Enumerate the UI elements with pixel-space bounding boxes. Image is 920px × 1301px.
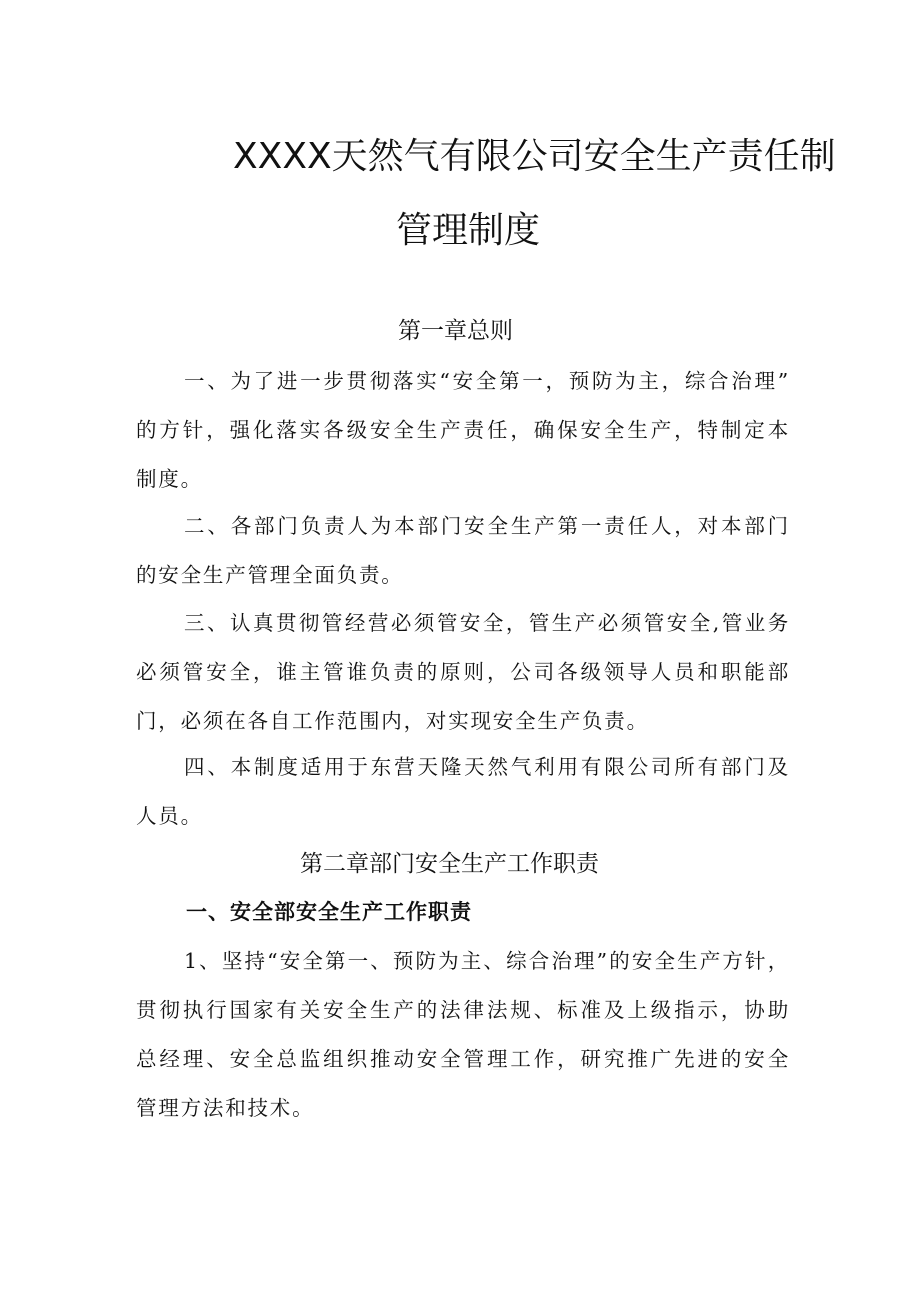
paragraph-line: 必须管安全，谁主管谁负责的原则，公司各级领导人员和职能部 <box>136 660 790 684</box>
section-1-paragraph-1 <box>136 937 790 1133</box>
paragraph-line: 人员。 <box>136 804 203 828</box>
paragraph-line: 总经理、安全总监组织推动安全管理工作，研究推广先进的安全 <box>136 1047 790 1071</box>
document-title-line-2: 管理制度 <box>396 210 541 251</box>
paragraph-line: 管理方法和技术。 <box>136 1096 315 1120</box>
paragraph-line: 一、为了进一步贯彻落实“安全第一，预防为主，综合治理” <box>184 369 790 393</box>
paragraph-line: 贯彻执行国家有关安全生产的法律法规、标准及上级指示，协助 <box>136 998 790 1022</box>
chapter-1-paragraph-2 <box>136 502 790 600</box>
section-1-heading: 一、安全部安全生产工作职责 <box>186 900 472 924</box>
chapter-1-paragraph-4 <box>136 743 790 841</box>
chapter-2-heading: 第二章部门安全生产工作职责 <box>300 851 599 877</box>
paragraph-line: 四、本制度适用于东营天隆天然气利用有限公司所有部门及 <box>184 755 790 779</box>
paragraph-line: 1、坚持“安全第一、预防为主、综合治理”的安全生产方针， <box>184 949 790 973</box>
chapter-1-paragraph-1 <box>136 357 790 504</box>
paragraph-line: 二、各部门负责人为本部门安全生产第一责任人，对本部门 <box>184 514 790 538</box>
paragraph-line: 制度。 <box>136 467 203 491</box>
paragraph-line: 的方针，强化落实各级安全生产责任，确保安全生产，特制定本 <box>136 418 790 442</box>
paragraph-line: 三、认真贯彻管经营必须管安全，管生产必须管安全,管业务 <box>184 611 790 635</box>
document-title-line-1: XXXX天然气有限公司安全生产责任制 <box>233 136 836 177</box>
paragraph-line: 的安全生产管理全面负责。 <box>136 563 404 587</box>
paragraph-line: 门，必须在各自工作范围内，对实现安全生产负责。 <box>136 709 649 733</box>
chapter-1-heading: 第一章总则 <box>398 318 513 344</box>
chapter-1-paragraph-3 <box>136 599 790 746</box>
